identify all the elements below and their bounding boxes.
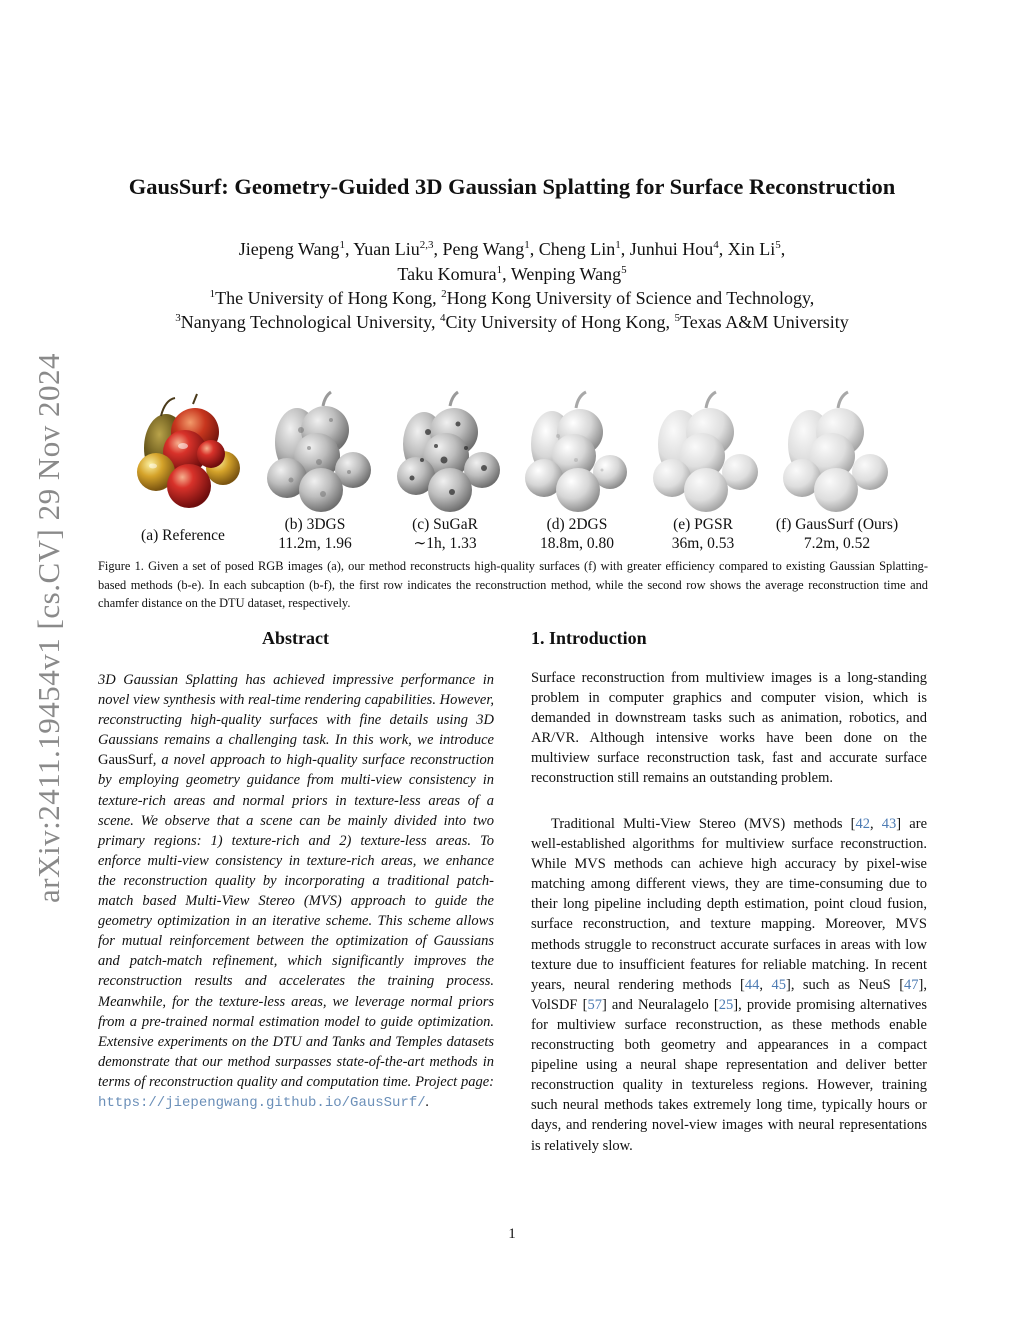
author-affiliation-mark: 4 (713, 239, 719, 251)
affiliation: City University of Hong Kong, (445, 312, 675, 332)
subcaption-d (512, 515, 642, 553)
subcaption-method: (f) GausSurf (Ours) (775, 516, 899, 533)
figure-pgsr-mesh (646, 390, 764, 515)
subcaption-method: (b) 3DGS (284, 516, 346, 533)
subcaption-method: (a) Reference (141, 527, 225, 544)
paragraph-text: ], such as NeuS [ (785, 976, 905, 993)
citation-link[interactable]: 25 (718, 996, 734, 1013)
author-name: Jiepeng Wang (238, 239, 340, 259)
subcaption-metrics: 18.8m, 0.80 (539, 535, 615, 552)
affiliation-mark: 3 (175, 312, 181, 324)
author-name: , Junhui Hou (620, 239, 714, 259)
author-separator: , (780, 239, 786, 259)
author-affiliation-mark: 1 (524, 239, 530, 251)
affiliation-line-2 (60, 312, 964, 333)
subcaption-e (638, 515, 768, 553)
paragraph-text: ], provide promising alternatives for multiview surface reconstruction, as these methods enable reconstructing both geometry and appearances in a compact pipeline using a neural shape representation and deliver better reconstruction quality in textureless regions. However, training such neural methods takes extremely long time, typically hours or days, and rendering novel-view images with neural representations is relatively slow. (531, 996, 927, 1154)
author-name: , Wenping Wang (502, 264, 622, 284)
citation-link[interactable]: 47 (904, 976, 919, 993)
affiliation-mark: 5 (674, 312, 680, 324)
author-name: Taku Komura (397, 264, 497, 284)
figure-caption: Figure 1. Given a set of posed RGB images (a), our method reconstructs high-quality surfaces (f) with greater efficiency compared to existing Gaussian Splatting-based methods (b-e). In each subcaption (b-f), the first row indicates the reconstruction method, while the second row shows the average reconstruction time and chamfer distance on the DTU dataset, respectively. (98, 559, 928, 610)
citation-link[interactable]: 43 (881, 816, 897, 832)
subcaption-metrics: 36m, 0.53 (671, 535, 735, 552)
project-page-link[interactable]: https://jiepengwang.github.io/GausSurf/ (98, 1094, 426, 1111)
figure-3dgs-mesh (261, 390, 379, 515)
abstract-heading: Abstract (262, 628, 329, 648)
figure-2dgs-mesh (518, 390, 636, 515)
intro-paragraph-2 (531, 814, 927, 1156)
affiliation-mark: 4 (439, 312, 446, 324)
affiliation: The University of Hong Kong, (215, 288, 442, 308)
author-name: , Cheng Lin (529, 239, 616, 259)
page-number: 1 (508, 1226, 516, 1242)
subcaption-f (762, 515, 912, 553)
affiliation-mark: 1 (209, 288, 216, 300)
affiliation-mark: 2 (441, 288, 447, 300)
citation-link[interactable]: 42 (855, 816, 870, 832)
paper-title: GausSurf: Geometry-Guided 3D Gaussian Splatting for Surface Reconstruction (128, 174, 896, 199)
author-line-1 (60, 239, 964, 260)
author-affiliation-mark: 5 (775, 239, 781, 251)
author-affiliation-mark: 1 (615, 239, 621, 251)
figure-reference-fruit-image (131, 390, 249, 515)
subcaption-a (118, 526, 248, 545)
citation-separator: , (869, 816, 882, 832)
affiliation: Nanyang Technological University, (180, 312, 440, 332)
paragraph-text: Traditional Multi-View Stereo (MVS) methods [ (551, 816, 856, 832)
author-affiliation-mark: 5 (621, 264, 627, 276)
arxiv-stamp: arXiv:2411.19454v1 [cs.CV] 29 Nov 2024 (31, 353, 66, 903)
author-affiliation-mark: 1 (496, 264, 503, 276)
citation-link[interactable]: 57 (587, 996, 602, 1013)
subcaption-metrics: 11.2m, 1.96 (278, 535, 352, 552)
citation-link[interactable]: 44 (744, 976, 760, 993)
abstract-text: , a novel approach to high-quality surface reconstruction by employing geometry guidance from multi-view consistency in texture-rich areas and normal priors in texture-less areas of a scene. We observe that a scene can be mainly divided into two primary regions: 1) texture-rich and 2) texture-less areas. To enforce multi-view consistency in texture-rich areas, we enhance the reconstruction quality by incorporating a traditional patch-match based Multi-View Stereo (MVS) approach to guide the geometry optimization in an iterative scheme. This scheme allows for mutual reinforcement between the optimization of Gaussians and patch-match refinement, which significantly improves the reconstruction results and accelerates the training process. Meanwhile, for the texture-less areas, we leverage normal priors from a pre-trained normal estimation model to guide optimization. Extensive experiments on the DTU and Tanks and Temples datasets demonstrate that our method surpasses state-of-the-art methods in terms of reconstruction quality and computation time. Project page: (98, 752, 494, 1090)
method-name: GausSurf (98, 752, 153, 769)
introduction-heading: 1. Introduction (531, 628, 647, 648)
affiliation-line-1 (60, 288, 964, 309)
author-line-2 (60, 264, 964, 285)
abstract-text: 3D Gaussian Splatting has achieved impressive performance in novel view synthesis with real-time rendering capabilities. However, reconstructing high-quality surfaces with fine details using 3D Gaussians remains a challenging task. In this work, we introduce (98, 672, 494, 749)
affiliation: Texas A&M University (679, 312, 849, 332)
subcaption-method: (c) SuGaR (412, 516, 478, 533)
subcaption-method: (d) 2DGS (546, 516, 608, 533)
subcaption-b (250, 515, 380, 553)
paragraph-text: ], VolSDF [ (531, 976, 928, 1013)
abstract-body (98, 670, 494, 1113)
citation-link[interactable]: 45 (771, 976, 786, 993)
author-affiliation-mark: 2,3 (419, 239, 434, 251)
subcaption-c (380, 515, 510, 553)
citation-separator: , (759, 976, 772, 993)
figure-sugar-mesh (392, 390, 510, 515)
author-name: , Yuan Liu (344, 239, 420, 259)
subcaption-metrics: 7.2m, 0.52 (803, 535, 871, 552)
subcaption-method: (e) PGSR (673, 516, 733, 533)
intro-paragraph-1: Surface reconstruction from multiview images is a long-standing problem in computer graphics and computer vision, which is demanded in downstream tasks such as animation, robotics, and AR/VR. Although intensive works have been done on the multiview surface reconstruction task, fast and accurate surface reconstruction still remains an outstanding problem. (531, 670, 927, 787)
abstract-text: . (425, 1093, 430, 1110)
author-name: , Xin Li (718, 239, 776, 259)
figure-gaussurf-mesh (776, 390, 894, 515)
author-name: , Peng Wang (433, 239, 525, 259)
affiliation: Hong Kong University of Science and Technology, (446, 288, 815, 308)
paragraph-text: ] and Neuralagelo [ (601, 996, 719, 1013)
paragraph-text: ] are well-established algorithms for multiview surface reconstruction. While MVS methods can achieve high accuracy by pixel-wise matching among different views, they are time-consuming due to their long pipeline including depth estimation, point cloud fusion, surface reconstruction, and texture mapping. Moreover, MVS methods struggle to reconstruct accurate surfaces in areas with low texture due to insufficient features for reliable matching. In recent years, neural rendering methods [ (531, 816, 928, 993)
subcaption-metrics: ∼1h, 1.33 (413, 535, 477, 552)
author-affiliation-mark: 1 (339, 239, 345, 251)
